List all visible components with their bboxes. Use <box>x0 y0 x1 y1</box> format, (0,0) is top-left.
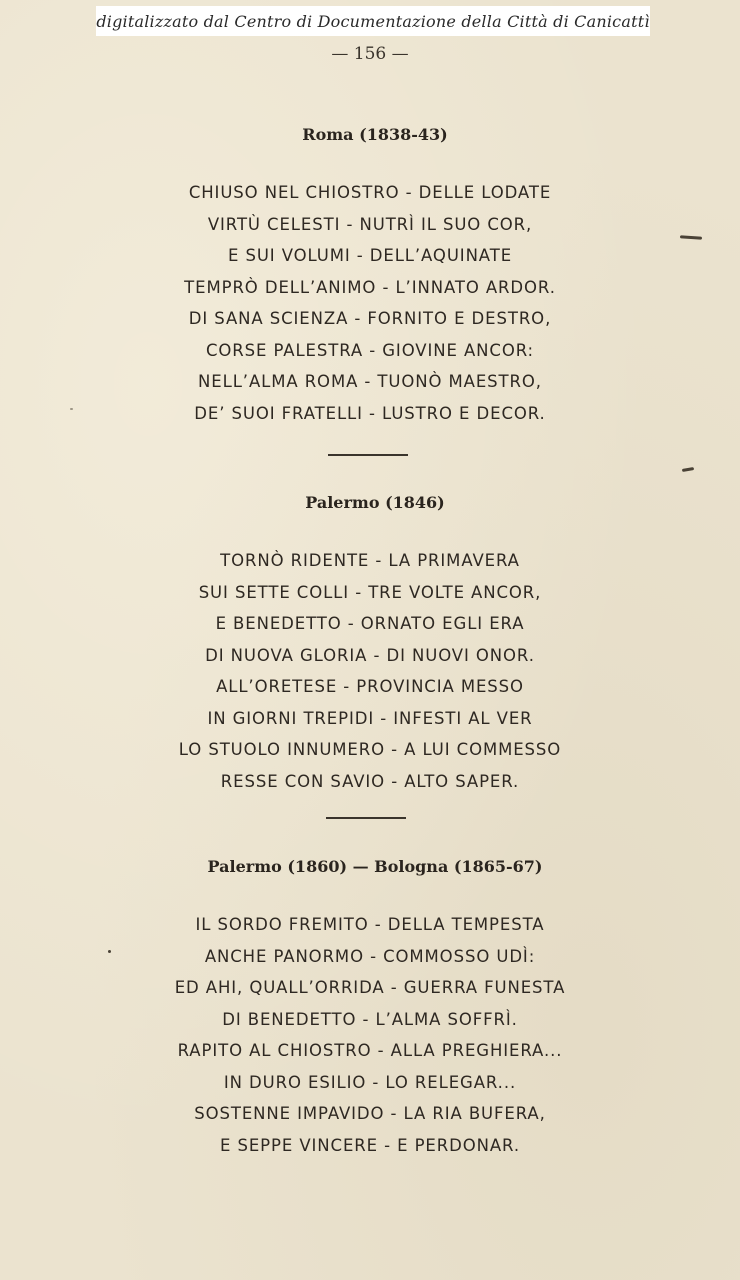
stanza-title: Palermo (1846) <box>305 493 445 512</box>
stanza-title: Palermo (1860) — Bologna (1865-67) <box>207 857 543 876</box>
verse-line: DI BENEDETTO - L’ALMA SOFFRÌ. <box>222 1009 518 1029</box>
verse-line: VIRTÙ CELESTI - NUTRÌ IL SUO COR, <box>207 214 533 234</box>
verse-line: SOSTENNE IMPAVIDO - LA RIA BUFERA, <box>194 1104 546 1123</box>
digitization-stamp-text: digitalizzato dal Centro di Documentazione della Città di Canicattì <box>96 11 650 31</box>
stanza-title: Roma (1838-43) <box>302 125 448 144</box>
verse-line: ANCHE PANORMO - COMMOSSO UDÌ: <box>204 946 536 966</box>
verse-line: DE’ SUOI FRATELLI - LUSTRO E DECOR. <box>194 403 546 423</box>
verse-line: E SUI VOLUMI - DELL’AQUINATE <box>227 246 513 265</box>
verse-line: RESSE CON SAVIO - ALTO SAPER. <box>220 771 520 791</box>
verse-line: LO STUOLO INNUMERO - A LUI COMMESSO <box>178 740 562 759</box>
verse-line: CORSE PALESTRA - GIOVINE ANCOR: <box>205 340 535 360</box>
verse-line: TORNÒ RIDENTE - LA PRIMAVERA <box>220 551 520 570</box>
stanza-verses <box>0 545 740 797</box>
verse-line: ED AHI, QUALL’ORRIDA - GUERRA FUNESTA <box>174 978 566 997</box>
verse-line: IN GIORNI TREPIDI - INFESTI AL VER <box>207 708 533 728</box>
paper-speck <box>682 467 694 472</box>
verse-line: E BENEDETTO - ORNATO EGLI ERA <box>215 614 525 633</box>
stanza-verses <box>0 177 740 429</box>
section-divider <box>326 817 406 819</box>
stanza-verses <box>0 909 740 1161</box>
stanza-palermo-1846 <box>0 492 740 797</box>
stanza-palermo-bologna <box>0 856 740 1161</box>
section-divider <box>328 454 408 456</box>
verse-line: SUI SETTE COLLI - TRE VOLTE ANCOR, <box>198 582 542 602</box>
digitization-stamp <box>96 6 650 36</box>
verse-line: ALL’ORETESE - PROVINCIA MESSO <box>216 677 524 696</box>
verse-line: RAPITO AL CHIOSTRO - ALLA PREGHIERA... <box>177 1041 563 1060</box>
paper-speck <box>70 408 73 410</box>
verse-line: DI NUOVA GLORIA - DI NUOVI ONOR. <box>205 645 535 665</box>
stanza-roma <box>0 124 740 429</box>
verse-line: E SEPPE VINCERE - E PERDONAR. <box>220 1135 520 1155</box>
page-number: — 156 — <box>331 44 409 64</box>
paper-speck <box>108 950 111 953</box>
verse-line: TEMPRÒ DELL’ANIMO - L’INNATO ARDOR. <box>184 277 556 297</box>
verse-line: NELL’ALMA ROMA - TUONÒ MAESTRO, <box>198 372 542 391</box>
verse-line: IN DURO ESILIO - LO RELEGAR... <box>223 1072 517 1092</box>
verse-line: IL SORDO FREMITO - DELLA TEMPESTA <box>195 915 545 934</box>
verse-line: DI SANA SCIENZA - FORNITO E DESTRO, <box>188 309 552 328</box>
verse-line: CHIUSO NEL CHIOSTRO - DELLE LODATE <box>188 183 552 202</box>
